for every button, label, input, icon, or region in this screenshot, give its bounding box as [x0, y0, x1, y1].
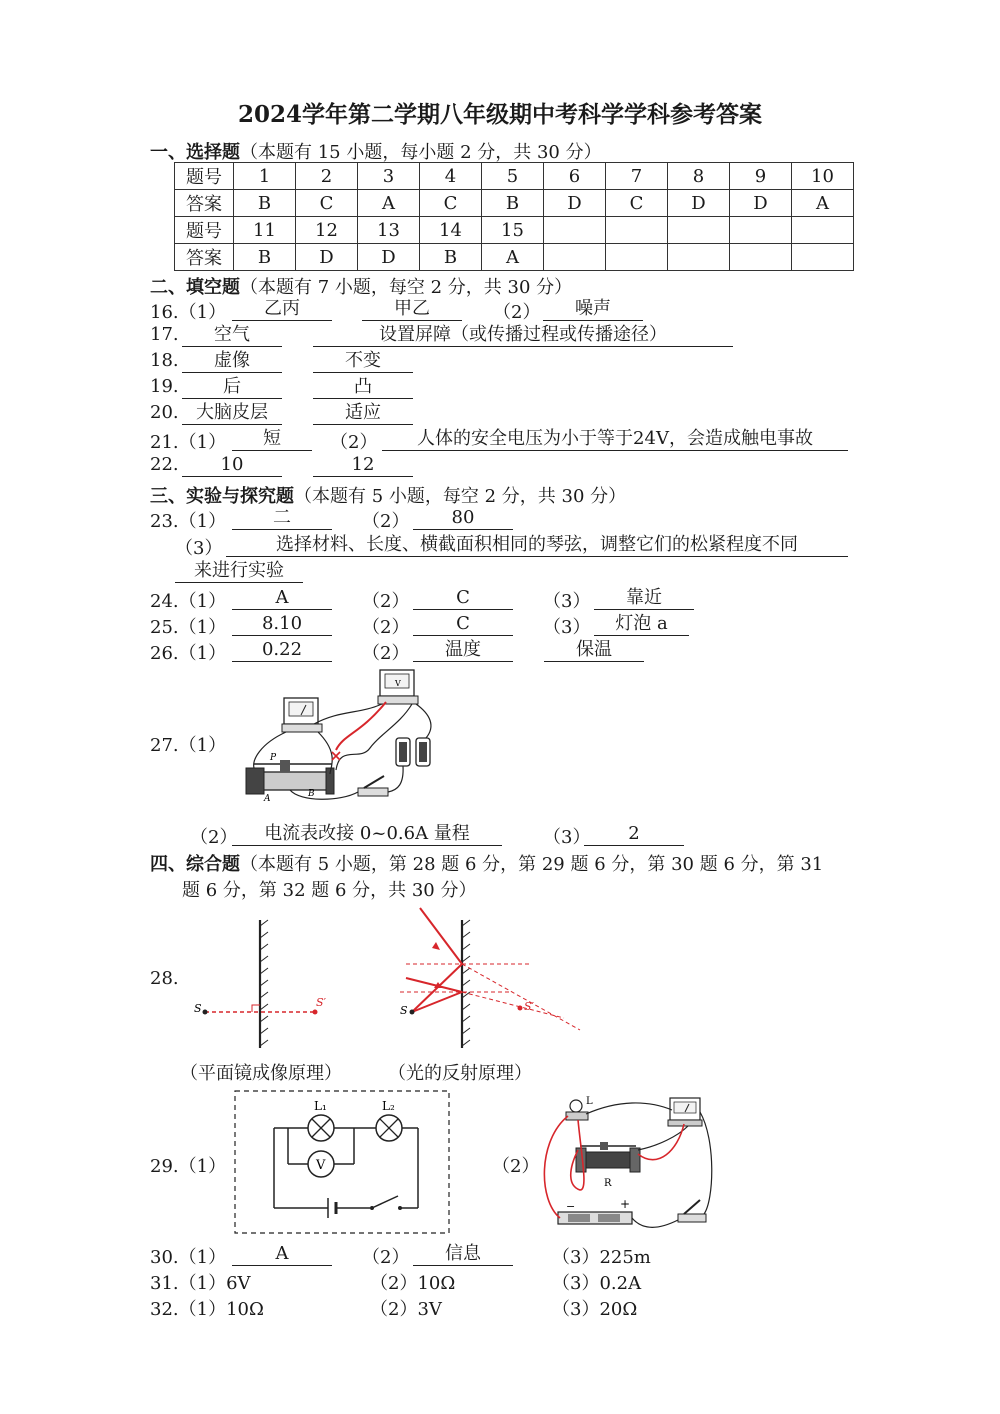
q27-circuit-figure [240, 664, 450, 804]
table-cell: D [668, 190, 730, 217]
source-point [203, 1010, 208, 1015]
switch-icon [678, 1200, 706, 1222]
question-number: 30. [150, 1247, 179, 1268]
table-cell: 10 [792, 163, 854, 190]
table-cell: B [234, 244, 296, 271]
section-experiment-heading [150, 482, 626, 508]
question-number: 20. [150, 402, 179, 423]
table-cell: 15 [482, 217, 544, 244]
question-26 [150, 639, 226, 665]
answer-blank: 凸 [313, 376, 413, 399]
question-number: 24. [150, 591, 179, 612]
question-number: 19. [150, 376, 179, 397]
section-note: （本题有 7 小题，每空 2 分，共 30 分） [240, 277, 573, 298]
answer-table [174, 162, 854, 271]
section-note: （本题有 5 小题，第 28 题 6 分，第 29 题 6 分，第 30 题 6 分，第 31 [240, 854, 824, 875]
question-number: 32. [150, 1299, 179, 1320]
table-cell: 11 [234, 217, 296, 244]
answer-blank: 大脑皮层 [182, 402, 282, 425]
table-cell: 14 [420, 217, 482, 244]
question-number: 25. [150, 617, 179, 638]
table-cell: 9 [730, 163, 792, 190]
table-cell [668, 217, 730, 244]
table-cell [544, 244, 606, 271]
section-comprehensive-heading [150, 850, 823, 876]
section-fill-heading [150, 273, 572, 299]
table-cell: B [420, 244, 482, 271]
part-label: （2） [190, 827, 238, 848]
part-label: （1） [178, 1247, 227, 1268]
table-cell [606, 244, 668, 271]
part-label: （1） [178, 643, 227, 664]
question-number: 28. [150, 968, 179, 989]
part-label: （2） [362, 511, 410, 532]
q29-circuit-diagram [232, 1088, 452, 1236]
question-number: 31. [150, 1273, 179, 1294]
table-cell: D [544, 190, 606, 217]
part-label: （3） [543, 827, 591, 848]
table-cell: A [358, 190, 420, 217]
answer-blank: 信息 [413, 1243, 513, 1266]
answer-blank: 适应 [313, 402, 413, 425]
question-number: 18. [150, 350, 179, 371]
answer-blank: 80 [413, 507, 513, 530]
table-cell: 7 [606, 163, 668, 190]
answer-blank: 噪声 [543, 298, 643, 321]
question-number: 23. [150, 511, 179, 532]
question-number: 22. [150, 454, 179, 475]
voltmeter-symbol: V [316, 1158, 326, 1173]
question-24 [150, 587, 226, 613]
answer-blank: 人体的安全电压为小于等于24V，会造成触电事故 [382, 428, 848, 451]
answer-blank: 12 [313, 454, 413, 477]
table-cell: 3 [358, 163, 420, 190]
answer-blank: 来进行实验 [175, 560, 303, 583]
question-number: 17. [150, 324, 179, 345]
rheostat-icon [260, 772, 330, 790]
table-cell: 5 [482, 163, 544, 190]
label-s-prime: S′ [524, 1000, 535, 1013]
answer-blank: 虚像 [182, 350, 282, 373]
table-cell: B [482, 190, 544, 217]
section-title: 三、实验与探究题 [150, 486, 294, 507]
label-p: P [270, 753, 277, 763]
table-row [175, 163, 854, 190]
question-16 [150, 298, 226, 324]
table-cell: 12 [296, 217, 358, 244]
table-cell: 8 [668, 163, 730, 190]
table-row [175, 217, 854, 244]
answer-blank: 0.22 [232, 639, 332, 662]
question-32 [150, 1295, 264, 1321]
part-label: （1） [178, 735, 227, 756]
answer-blank: 甲乙 [362, 298, 462, 321]
figure-caption: （光的反射原理） [388, 1063, 532, 1084]
label-l2: L₂ [382, 1099, 395, 1113]
table-cell: 2 [296, 163, 358, 190]
table-cell: D [296, 244, 358, 271]
dashed-box [235, 1091, 449, 1233]
question-30 [150, 1243, 226, 1269]
source-point [410, 1010, 415, 1015]
label-l1: L₁ [314, 1099, 327, 1113]
answer-blank: A [232, 1243, 332, 1266]
voltmeter-glyph: V [395, 679, 401, 688]
label-s-prime: S′ [316, 996, 327, 1009]
row-label: 题号 [175, 163, 234, 190]
question-number: 29. [150, 1156, 179, 1177]
answer-blank: 短 [232, 428, 312, 451]
figure-caption: （平面镜成像原理） [180, 1063, 342, 1084]
table-cell [730, 217, 792, 244]
q28-mirror-image-figure [190, 916, 340, 1052]
part-label: （2） [493, 302, 541, 323]
q28-reflection-figure [392, 902, 592, 1052]
answer-blank: 电流表改接 0~0.6A 量程 [232, 823, 502, 846]
table-cell [668, 244, 730, 271]
rheostat-icon [576, 1142, 640, 1172]
part-label: （3） [543, 591, 591, 612]
table-cell: B [234, 190, 296, 217]
answer-blank: A [232, 587, 332, 610]
voltmeter-icon [308, 1151, 334, 1177]
answer-blank: 空气 [182, 324, 282, 347]
table-row [175, 190, 854, 217]
answer-text: （3）20Ω [552, 1299, 638, 1320]
table-cell: D [730, 190, 792, 217]
part-label: （2） [362, 591, 410, 612]
label-s: S [400, 1004, 408, 1017]
table-cell [606, 217, 668, 244]
label-s: S [194, 1002, 202, 1015]
ammeter-icon [668, 1098, 702, 1126]
row-label: 题号 [175, 217, 234, 244]
part-label: （2） [492, 1156, 540, 1177]
answer-blank: 选择材料、长度、横截面积相同的琴弦，调整它们的松紧程度不同 [226, 534, 848, 557]
answer-blank: 灯泡 a [594, 613, 689, 636]
table-cell [792, 217, 854, 244]
switch-icon [358, 788, 388, 796]
table-cell: C [606, 190, 668, 217]
section-title: 二、填空题 [150, 277, 240, 298]
page-title: 2024学年第二学期八年级期中考科学学科参考答案 [237, 101, 762, 128]
switch-icon [372, 1196, 398, 1208]
section-note-cont: 题 6 分，第 32 题 6 分，共 30 分） [182, 880, 477, 901]
table-row [175, 244, 854, 271]
answer-blank: 10 [182, 454, 282, 477]
question-number: 26. [150, 643, 179, 664]
part-label: （1） [178, 432, 227, 453]
answer-blank: C [413, 613, 513, 636]
battery-icon [558, 1212, 632, 1224]
part-label: （3） [175, 538, 223, 559]
table-cell: C [296, 190, 358, 217]
section-title: 四、综合题 [150, 854, 240, 875]
row-label: 答案 [175, 244, 234, 271]
answer-blank: 设置屏障（或传播过程或传播途径） [313, 324, 733, 347]
table-cell: C [420, 190, 482, 217]
section-note: （本题有 5 小题，每空 2 分，共 30 分） [294, 486, 627, 507]
answer-blank: 乙丙 [232, 298, 332, 321]
answer-text: （2）3V [370, 1299, 442, 1320]
question-29 [150, 1152, 226, 1178]
label-r: R [604, 1178, 612, 1189]
row-label: 答案 [175, 190, 234, 217]
image-point [518, 1006, 523, 1011]
label-a: A [264, 794, 271, 804]
question-27 [150, 731, 226, 757]
q29-physical-circuit [538, 1090, 718, 1232]
question-number: 21. [150, 432, 179, 453]
label-plus: + [620, 1197, 631, 1211]
answer-text: （1）10Ω [178, 1299, 264, 1320]
table-cell: D [358, 244, 420, 271]
answer-blank: 后 [182, 376, 282, 399]
section-title: 一、选择题 [150, 142, 240, 163]
answer-blank: 保温 [544, 639, 644, 662]
answer-blank: 2 [584, 823, 684, 846]
question-number: 16. [150, 302, 179, 323]
table-cell: 13 [358, 217, 420, 244]
answer-blank: 不变 [313, 350, 413, 373]
table-cell: 4 [420, 163, 482, 190]
part-label: （1） [178, 1156, 227, 1177]
answer-text: （3）0.2A [552, 1273, 642, 1294]
table-cell: 1 [234, 163, 296, 190]
lamp-l1-icon [308, 1115, 334, 1141]
section-note: （本题有 15 小题，每小题 2 分，共 30 分） [240, 142, 602, 163]
label-minus: − [566, 1200, 576, 1213]
part-label: （2） [362, 643, 410, 664]
question-31 [150, 1269, 251, 1295]
part-label: （3） [543, 617, 591, 638]
part-label: （1） [178, 302, 227, 323]
answer-blank: 靠近 [594, 587, 694, 610]
answer-text: （1）6V [178, 1273, 251, 1294]
table-cell: 6 [544, 163, 606, 190]
answer-blank: 8.10 [232, 613, 332, 636]
part-label: （1） [178, 591, 227, 612]
table-cell: A [482, 244, 544, 271]
question-21 [150, 428, 226, 454]
label-b: B [308, 789, 315, 799]
question-25 [150, 613, 226, 639]
section-choice-heading [150, 138, 602, 164]
answer-text: （3）225m [552, 1247, 651, 1268]
table-cell: A [792, 190, 854, 217]
question-number: 27. [150, 735, 179, 756]
part-label: （2） [362, 617, 410, 638]
table-cell [792, 244, 854, 271]
question-23 [150, 507, 226, 533]
lamp-l2-icon [376, 1115, 402, 1141]
answer-blank: 温度 [413, 639, 513, 662]
part-label: （2） [330, 432, 378, 453]
part-label: （1） [178, 617, 227, 638]
answer-text: （2）10Ω [370, 1273, 456, 1294]
label-l: L [586, 1096, 593, 1107]
part-label: （2） [362, 1247, 410, 1268]
table-cell [730, 244, 792, 271]
answer-blank: C [413, 587, 513, 610]
table-cell [544, 217, 606, 244]
answer-blank: 二 [232, 507, 332, 530]
lamp-icon [566, 1100, 588, 1120]
part-label: （1） [178, 511, 227, 532]
image-point [313, 1010, 318, 1015]
